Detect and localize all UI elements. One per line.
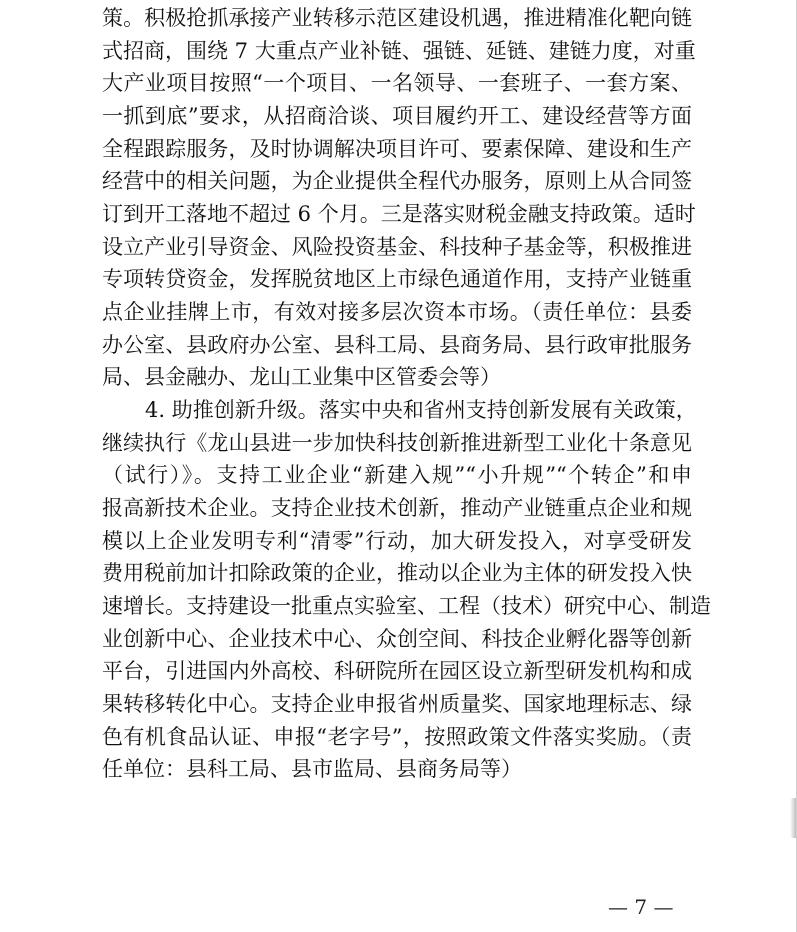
text-line: 设立产业引导资金、风险投资基金、科技种子基金等，积极推进: [102, 235, 692, 259]
text-line: 费用税前加计扣除政策的企业，推动以企业为主体的研发投入快: [102, 561, 692, 585]
text-line: 业创新中心、企业技术中心、众创空间、科技企业孵化器等创新: [102, 627, 692, 651]
text-line: 策。积极抢抓承接产业转移示范区建设机遇，推进精准化靶向链: [102, 6, 692, 30]
scroll-edge-indicator: [790, 798, 796, 838]
text-line: 办公室、县政府办公室、县科工局、县商务局、县行政审批服务: [102, 333, 692, 357]
text-line: 专项转贷资金，发挥脱贫地区上市绿色通道作用，支持产业链重: [102, 267, 692, 291]
text-line: 色有机食品认证、申报“老字号”，按照政策文件落实奖励。（责: [102, 725, 692, 749]
text-line: 速增长。支持建设一批重点实验室、工程（技术）研究中心、制造: [102, 594, 711, 618]
text-line: 模以上企业发明专利“清零”行动，加大研发投入，对享受研发: [102, 529, 692, 553]
text-line: 报高新技术企业。支持企业技术创新，推动产业链重点企业和规: [102, 496, 692, 520]
text-line: 平台，引进国内外高校、科研院所在园区设立新型研发机构和成: [102, 659, 692, 683]
text-line: 点企业挂牌上市，有效对接多层次资本市场。（责任单位：县委: [102, 300, 692, 324]
text-line: 式招商，围绕 7 大重点产业补链、强链、延链、建链力度，对重: [102, 39, 696, 63]
text-line: 果转移转化中心。支持企业申报省州质量奖、国家地理标志、绿: [102, 692, 692, 716]
text-line: 大产业项目按照“一个项目、一名领导、一套班子、一套方案、: [102, 71, 692, 95]
text-line: 经营中的相关问题，为企业提供全程代办服务，原则上从合同签: [102, 169, 692, 193]
text-line: 局、县金融办、龙山工业集中区管委会等）: [102, 365, 501, 389]
text-line: （试行）》。支持工业企业“新建入规”“小升规”“个转企”和申: [102, 463, 692, 487]
text-line: 全程跟踪服务，及时协调解决项目许可、要素保障、建设和生产: [102, 137, 692, 161]
text-line: 继续执行《龙山县进一步加快科技创新推进新型工业化十条意见: [102, 431, 692, 455]
page-number: — 7 —: [608, 895, 674, 919]
section-heading-line: 4. 助推创新升级。落实中央和省州支持创新发展有关政策，: [145, 398, 697, 422]
text-line: 订到开工落地不超过 6 个月。三是落实财税金融支持政策。适时: [102, 202, 696, 226]
text-line: 任单位：县科工局、县市监局、县商务局等）: [102, 757, 522, 781]
text-line: 一抓到底”要求，从招商洽谈、项目履约开工、建设经营等方面: [102, 104, 692, 128]
